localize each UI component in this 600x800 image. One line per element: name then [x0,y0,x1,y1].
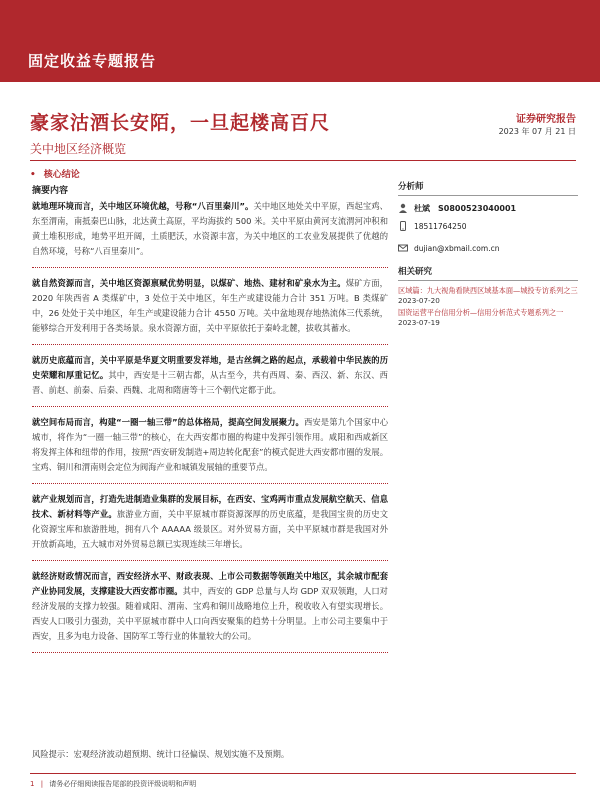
person-icon [398,203,408,213]
title-divider [30,160,576,161]
email-row [398,237,578,259]
analyst-cert: S0800523040001 [438,203,517,213]
report-subtitle: 关中地区经济概览 [30,142,127,156]
related-report[interactable] [398,308,578,328]
section-label [30,167,80,180]
related-report[interactable] [398,286,578,306]
phone-icon [398,221,408,231]
summary-paragraph [32,276,388,345]
report-type: 证券研究报告 [516,114,576,125]
header-banner [0,0,600,82]
paragraph-lead: 就空间布局而言，构建“一圈一轴三带”的总体格局，提高空间发展聚力。 [32,417,304,427]
bullet-icon: • [30,170,36,180]
summary-heading: 摘要内容 [32,186,69,196]
analyst-name: 杜斌 [414,203,430,213]
footer [30,779,196,789]
sidebar [398,180,578,330]
paragraph-body: 其中，西安的 GDP 总量与人均 GDP 双双领跑，人口对经济发展的支撑力较强。随着咸阳、渭南、宝鸡和铜川战略地位上升，税收收入有望实现增长。西安人口吸引力强劲，关中平原城市群中人口向西安聚集的趋势十分明显。上市公司主要集中于西安，且多为电力设备、国防军工等行业的体量较大的公司。 [32,586,388,641]
summary-paragraph [32,569,388,653]
footer-divider [30,773,576,774]
report-title: 豪家沽酒长安陌，一旦起楼高百尺 [30,112,331,134]
email-address[interactable]: dujian@xbmail.com.cn [414,243,500,253]
summary-paragraph [32,199,388,268]
related-date: 2023-07-20 [398,296,440,305]
analyst-heading: 分析师 [398,180,578,196]
paragraph-body: 西安是第九个国家中心城市，将作为“一圈一轴三带”的核心，在大西安都市圈的构建中发挥引领作用。咸阳和西咸新区将发挥主体和纽带的作用，按照“西安研发制造+周边转化配套”的模式促进大西安都市圈的发展。宝鸡、铜川和渭南则会定位为阀海产业和城镇发展轴的重要节点。 [32,417,388,472]
related-date: 2023-07-19 [398,318,440,327]
summary-paragraph [32,415,388,484]
paragraph-lead: 就产业规划而言，打造先进制造业集群的发展目标，在西安、宝鸡两市重点发展航空航天、信息技术、新材料等产业。 [32,494,388,519]
phone-row [398,215,578,237]
mail-icon [398,243,408,253]
paragraph-body: 旅游业方面，关中平原城市群资源深厚的历史底蕴，是我国宝贵的历史文化资源宝库和旅游胜地，拥有八个 AAAAA 级景区。对外贸易方面，关中平原城市群是我国对外开放新高地，五大城市对外贸易总额已实现连续三年增长。 [32,509,388,549]
related-title[interactable]: 区域篇：九大视角看陕西区域基本面—城投专访系列之三 [398,286,578,295]
paragraph-lead: 就历史底蕴而言，关中平原是华夏文明重要发祥地，是古丝绸之路的起点，承载着中华民族的历史荣耀和厚重记忆。 [32,355,388,380]
report-date: 2023 年 07 月 21 日 [498,127,576,136]
footer-sep: | [40,780,44,788]
related-title[interactable]: 国资运营平台信用分析—信用分析范式专题系列之一 [398,308,564,317]
paragraph-lead: 就自然资源而言，关中地区资源禀赋优势明显，以煤矿、地热、建材和矿泉水为主。 [32,278,346,288]
risk-warning: 风险提示：宏观经济波动超预期、统计口径偏误、规划实施不及预期。 [32,749,290,759]
analyst-row [398,201,578,215]
page-number: 1 [30,780,35,788]
paragraph-body: 其中，西安是十三朝古都，从古至今，共有西周、秦、西汉、新、东汉、西晋、前赵、前秦、后秦、西魏、北周和隋唐等十三个朝代定都于此。 [32,370,388,395]
summary-paragraph [32,353,388,407]
footer-disclaimer: 请务必仔细阅读报告尾部的投资评级说明和声明 [49,780,197,788]
paragraph-body: 煤矿方面，2020 年陕西省 A 类煤矿中，3 处位于关中地区，年生产或建设能力合计 351 万吨。B 类煤矿中，26 处处于关中地区，年生产或建设能力合计 4550 万吨。关中盆地现存地热流体三代系统，能够综合开发利用于各类场景。泉水资源方面，关中平原依托于秦岭北麓，拔收其蓄水。 [32,278,388,333]
paragraph-lead: 就经济财政情况而言，西安经济水平、财政表现、上市公司数据等领跑关中地区，其余城市配套产业协同发展，支撑建设大西安都市圈。 [32,571,388,596]
paragraph-lead: 就地理环境而言，关中地区环境优越，号称“八百里秦川”。 [32,201,254,211]
paragraph-body: 关中地区地处关中平原，西起宝鸡、东至渭南，南抵秦巴山脉，北达黄土高原，平均海拔约 500 米。关中平原由黄河支流渭河冲积和黄土堆积形成，地势平坦开阔，土质肥沃，水资源丰富，为关中地区的工农业发展提供了优越的自然环境，号称“八百里秦川”。 [32,201,388,256]
section-label-text: 核心结论 [43,170,80,180]
phone-number: 18511764250 [414,221,467,231]
related-heading: 相关研究 [398,265,578,281]
summary-body [32,199,388,661]
summary-paragraph [32,492,388,561]
report-category: 固定收益专题报告 [28,52,157,70]
